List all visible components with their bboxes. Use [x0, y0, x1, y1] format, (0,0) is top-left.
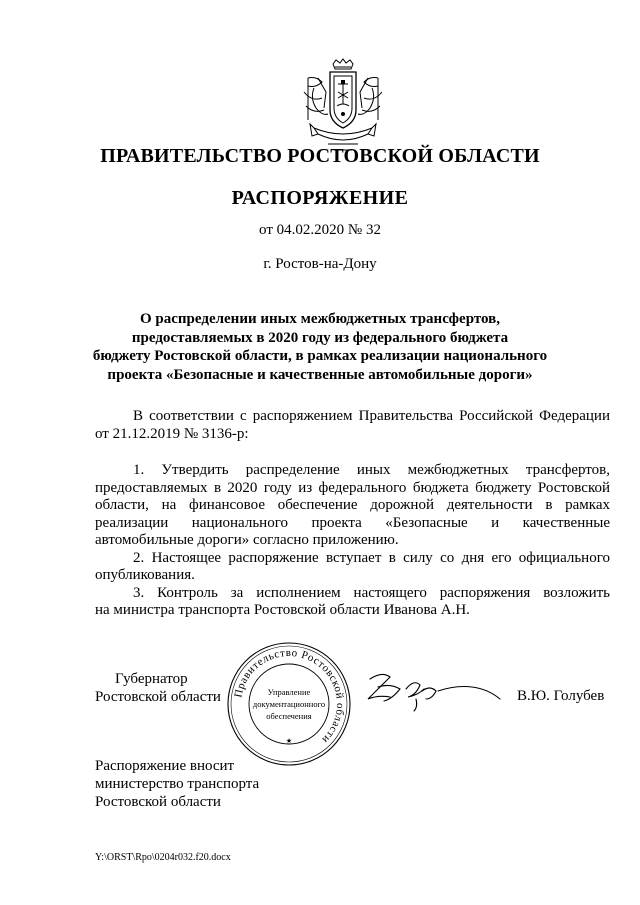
item3-line: 3. Контроль за исполнением настоящего распоряжения возложить [133, 584, 610, 601]
preamble-paragraph [95, 408, 610, 443]
item1-line: реализации национального проекта «Безопасные и качественные [95, 514, 610, 531]
item1-line: области, на финансовое обеспечение дорожной деятельности в рамках [95, 497, 610, 513]
svg-text:★: ★ [285, 737, 293, 745]
file-path: Y:\ORST\Rpo\0204r032.f20.docx [95, 852, 231, 863]
signer-name: В.Ю. Голубев [517, 688, 605, 704]
subject-line: О распределении иных межбюджетных трансфертов, [140, 311, 500, 327]
signer-position [95, 670, 221, 706]
item1-line: предоставляемых в 2020 году из федерального бюджета бюджету Ростовской [95, 479, 610, 496]
handwritten-signature [360, 665, 505, 715]
stamp-center-line: Управление [267, 687, 311, 697]
subject-line: проекта «Безопасные и качественные автомобильные дороги» [107, 366, 533, 383]
stamp-center-line: документационного [252, 699, 326, 709]
subject-line: предоставляемых в 2020 году из федерального бюджета [131, 329, 509, 346]
document-city: г. Ростов-на-Дону [263, 256, 377, 272]
document-subject [0, 310, 640, 384]
stamp-ring-text: Правительство Ростовской области [232, 646, 347, 746]
stamp-center-line: обеспечения [266, 711, 312, 721]
preamble-line: от 21.12.2019 № 3136-р: [95, 425, 249, 442]
order-items [95, 462, 610, 620]
item3-line: на министра транспорта Ростовской области Иванова А.Н. [95, 602, 470, 618]
document-author [95, 757, 259, 811]
author-line: Ростовской области [95, 794, 221, 810]
subject-line: бюджету Ростовской области, в рамках реализации национального [92, 348, 548, 364]
government-title: ПРАВИТЕЛЬСТВО РОСТОВСКОЙ ОБЛАСТИ [100, 145, 540, 167]
author-line: министерство транспорта [95, 776, 260, 792]
document-date-number: от 04.02.2020 № 32 [259, 222, 381, 238]
item2-line: 2. Настоящее распоряжение вступает в силу со дня его официального [133, 549, 610, 566]
signer-position-line: Ростовской области [95, 689, 221, 705]
coat-of-arms-icon [300, 58, 386, 158]
signer-position-line: Губернатор [115, 671, 188, 687]
author-line: Распоряжение вносит [95, 758, 235, 774]
document-type: РАСПОРЯЖЕНИЕ [231, 187, 409, 209]
official-stamp [226, 641, 352, 767]
preamble-line: В соответствии с распоряжением Правительства Российской Федерации [133, 408, 610, 424]
item1-line: 1. Утвердить распределение иных межбюджетных трансфертов, [133, 462, 610, 478]
item2-line: опубликования. [95, 567, 195, 583]
item1-line: автомобильные дороги» согласно приложению. [95, 532, 399, 548]
